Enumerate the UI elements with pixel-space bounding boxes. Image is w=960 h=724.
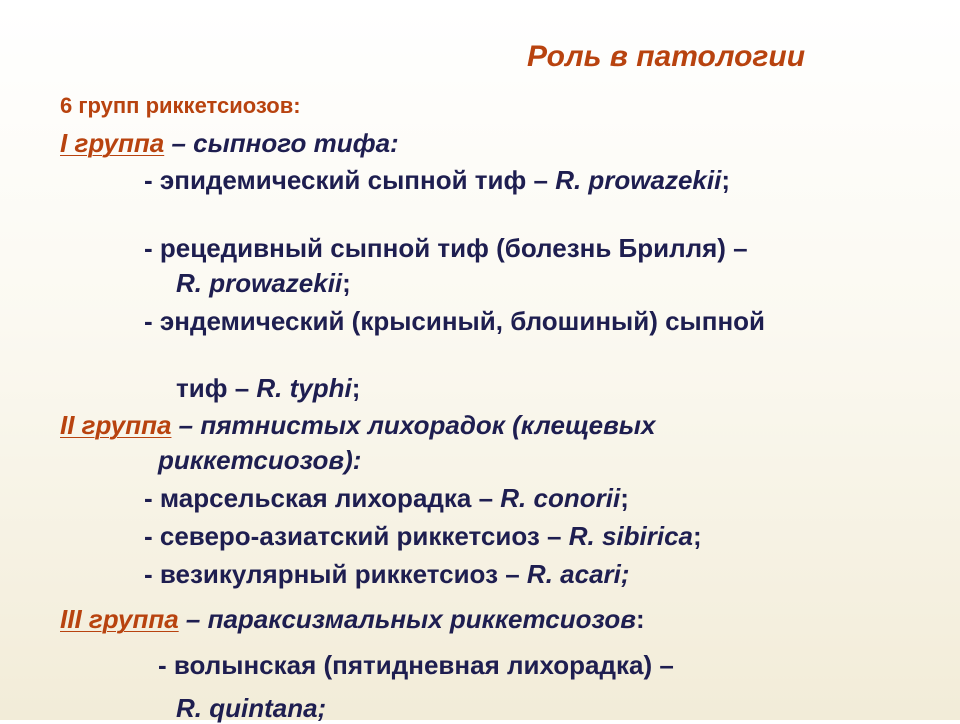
disease-name: тиф – bbox=[176, 373, 257, 403]
species-name: R. prowazekii bbox=[555, 165, 722, 195]
list-item bbox=[144, 306, 765, 337]
list-item bbox=[144, 483, 629, 514]
disease-name: - волынская (пятидневная лихорадка) – bbox=[158, 650, 674, 680]
group-2-name-cont: риккетсиозов): bbox=[158, 445, 362, 475]
list-item bbox=[144, 165, 730, 196]
group-3-heading bbox=[60, 604, 645, 635]
list-item-continuation bbox=[176, 268, 351, 299]
disease-name: - северо-азиатский риккетсиоз – bbox=[144, 521, 569, 551]
group-1-heading bbox=[60, 128, 399, 159]
disease-name: - эндемический (крысиный, блошиный) сыпной bbox=[144, 306, 766, 336]
punctuation: ; bbox=[351, 373, 361, 403]
species-name: R. typhi bbox=[256, 373, 352, 403]
list-item bbox=[158, 650, 674, 681]
punctuation: ; bbox=[342, 268, 351, 298]
group-3-name: – параксизмальных риккетсиозов bbox=[178, 604, 637, 634]
disease-name: - эпидемический сыпной тиф – bbox=[144, 165, 556, 195]
section-heading: 6 групп риккетсиозов: bbox=[60, 93, 301, 118]
species-name: R. prowazekii bbox=[176, 268, 343, 298]
list-item-continuation bbox=[176, 373, 360, 404]
group-3-label: III группа bbox=[60, 604, 179, 634]
disease-name: - везикулярный риккетсиоз – bbox=[144, 559, 527, 589]
species-name: R. acari; bbox=[526, 559, 630, 589]
slide-title: Роль в патологии bbox=[527, 40, 806, 73]
group-2-heading bbox=[60, 410, 655, 441]
group-2-name: – пятнистых лихорадок (клещевых bbox=[171, 410, 656, 440]
group-2-label: II группа bbox=[60, 410, 172, 440]
disease-name: - марсельская лихорадка – bbox=[144, 483, 501, 513]
punctuation: ; bbox=[620, 483, 629, 513]
species-name: R. sibirica bbox=[568, 521, 694, 551]
punctuation: : bbox=[636, 604, 645, 634]
species-name: R. quintana; bbox=[176, 693, 327, 723]
list-item bbox=[144, 233, 748, 264]
group-2-heading-continuation bbox=[158, 445, 361, 476]
list-item bbox=[144, 521, 702, 552]
punctuation: ; bbox=[721, 165, 731, 195]
list-item-continuation bbox=[176, 693, 326, 724]
species-name: R. conorii bbox=[500, 483, 621, 513]
disease-name: - рецедивный сыпной тиф (болезнь Брилля) – bbox=[144, 233, 748, 263]
group-1-name: – сыпного тифа: bbox=[164, 128, 399, 158]
punctuation: ; bbox=[693, 521, 702, 551]
group-1-label: I группа bbox=[60, 128, 165, 158]
list-item bbox=[144, 559, 630, 590]
